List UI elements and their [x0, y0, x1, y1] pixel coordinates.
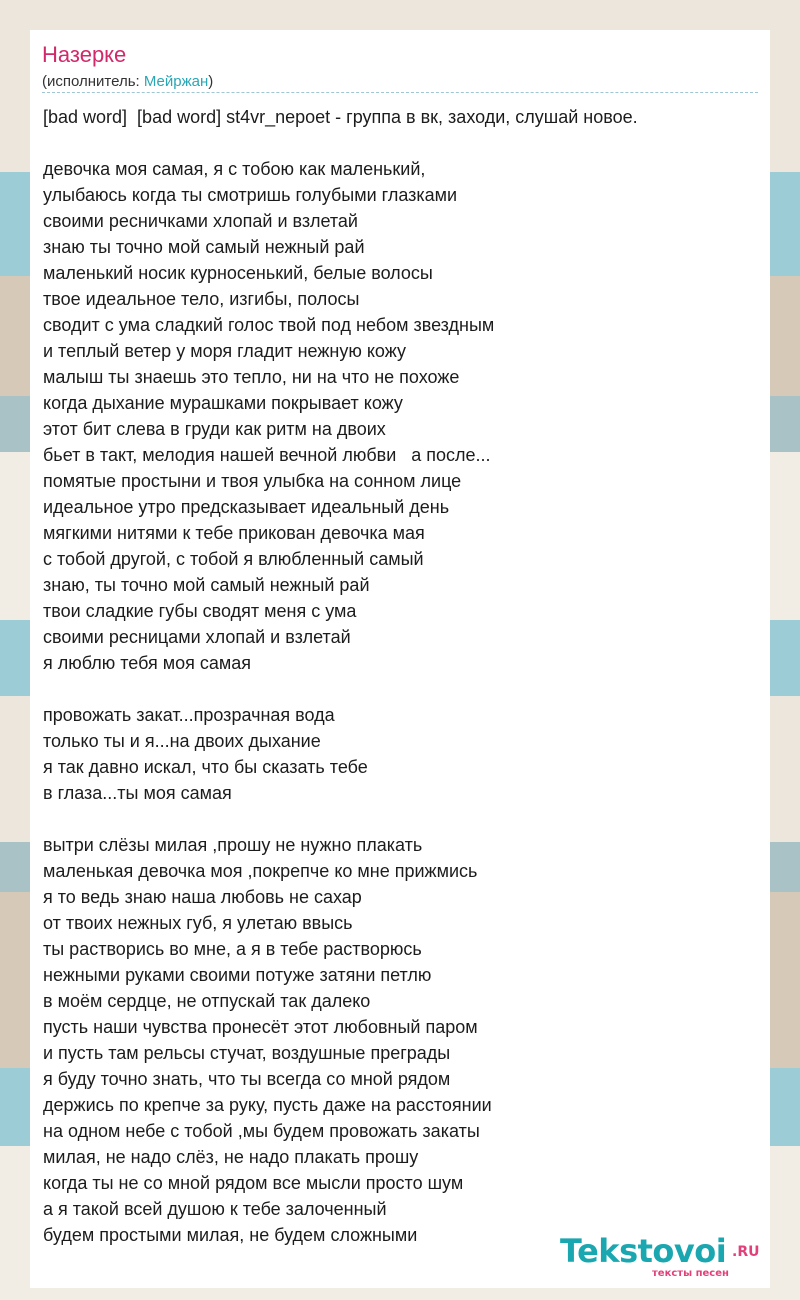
- stanza-gap: [43, 676, 758, 702]
- lyric-line: малыш ты знаешь это тепло, ни на что не похоже: [43, 367, 460, 387]
- lyric-line: нежными руками своими потуже затяни петлю: [43, 965, 432, 985]
- tekstovoi-logo[interactable]: [560, 1232, 770, 1280]
- lyrics-intro: [bad word] [bad word] st4vr_nepoet - группа в вк, заходи, слушай новое.: [43, 107, 638, 127]
- lyric-line: маленький носик курносенький, белые волосы: [43, 263, 433, 283]
- song-title: Назерке: [42, 42, 127, 67]
- lyric-line: твои сладкие губы сводят меня с ума: [43, 601, 357, 621]
- performer-line: [42, 73, 213, 90]
- lyric-line: девочка моя самая, я с тобою как маленький,: [43, 159, 426, 179]
- lyric-line: сводит с ума сладкий голос твой под небом звездным: [43, 315, 495, 335]
- lyric-line: провожать закат...прозрачная вода: [43, 705, 335, 725]
- dashed-divider: [42, 92, 758, 93]
- logo-domain: .RU: [732, 1244, 760, 1260]
- lyric-line: я буду точно знать, что ты всегда со мной рядом: [43, 1069, 451, 1089]
- lyric-line: будем простыми милая, не будем сложными: [43, 1225, 418, 1245]
- lyrics-text: [43, 104, 758, 1248]
- lyrics-card: [30, 30, 770, 1288]
- lyric-line: когда ты не со мной рядом все мысли просто шум: [43, 1173, 464, 1193]
- lyric-line: милая, не надо слёз, не надо плакать прошу: [43, 1147, 419, 1167]
- lyric-line: мягкими нитями к тебе прикован девочка мая: [43, 523, 425, 543]
- lyric-line: маленькая девочка моя ,покрепче ко мне прижмись: [43, 861, 478, 881]
- lyric-line: своими ресницами хлопай и взлетай: [43, 627, 351, 647]
- lyric-line: этот бит слева в груди как ритм на двоих: [43, 419, 386, 439]
- lyric-line: идеальное утро предсказывает идеальный день: [43, 497, 450, 517]
- lyric-line: твое идеальное тело, изгибы, полосы: [43, 289, 360, 309]
- lyric-line: на одном небе с тобой ,мы будем провожать закаты: [43, 1121, 480, 1141]
- lyric-line: я люблю тебя моя самая: [43, 653, 252, 673]
- lyric-line: когда дыхание мурашками покрывает кожу: [43, 393, 403, 413]
- lyric-line: своими ресничками хлопай и взлетай: [43, 211, 358, 231]
- lyric-line: бьет в такт, мелодия нашей вечной любви а после...: [43, 445, 491, 465]
- stanza-gap: [43, 806, 758, 832]
- lyric-line: пусть наши чувства пронесёт этот любовный паром: [43, 1017, 478, 1037]
- performer-prefix: (исполнитель:: [42, 73, 144, 90]
- lyric-line: от твоих нежных губ, я улетаю ввысь: [43, 913, 353, 933]
- lyric-line: держись по крепче за руку, пусть даже на расстоянии: [43, 1095, 492, 1115]
- lyric-line: только ты и я...на двоих дыхание: [43, 731, 321, 751]
- stanza-2: [43, 702, 758, 806]
- performer-suffix: ): [208, 73, 214, 90]
- lyric-line: помятые простыни и твоя улыбка на сонном лице: [43, 471, 462, 491]
- lyric-line: знаю ты точно мой самый нежный рай: [43, 237, 365, 257]
- logo-tagline: тексты песен: [652, 1268, 729, 1279]
- lyric-line: я так давно искал, что бы сказать тебе: [43, 757, 368, 777]
- performer-link[interactable]: Мейржан: [143, 73, 209, 90]
- stanza-gap: [43, 130, 758, 156]
- lyric-line: улыбаюсь когда ты смотришь голубыми глазками: [43, 185, 458, 205]
- lyric-line: и теплый ветер у моря гладит нежную кожу: [43, 341, 406, 361]
- logo-wordmark: Tekstovoi: [560, 1232, 727, 1270]
- lyric-line: и пусть там рельсы стучат, воздушные преграды: [43, 1043, 451, 1063]
- lyric-line: знаю, ты точно мой самый нежный рай: [43, 575, 370, 595]
- lyric-line: в моём сердце, не отпускай так далеко: [43, 991, 371, 1011]
- lyric-line: я то ведь знаю наша любовь не сахар: [43, 887, 362, 907]
- lyric-line: а я такой всей душою к тебе залоченный: [43, 1199, 387, 1219]
- lyric-line: ты растворись во мне, а я в тебе растворюсь: [43, 939, 422, 959]
- lyric-line: вытри слёзы милая ,прошу не нужно плакать: [43, 835, 423, 855]
- lyric-line: в глаза...ты моя самая: [43, 783, 232, 803]
- stanza-3: [43, 832, 758, 1248]
- stanza-1: [43, 156, 758, 676]
- lyric-line: с тобой другой, с тобой я влюбленный самый: [43, 549, 424, 569]
